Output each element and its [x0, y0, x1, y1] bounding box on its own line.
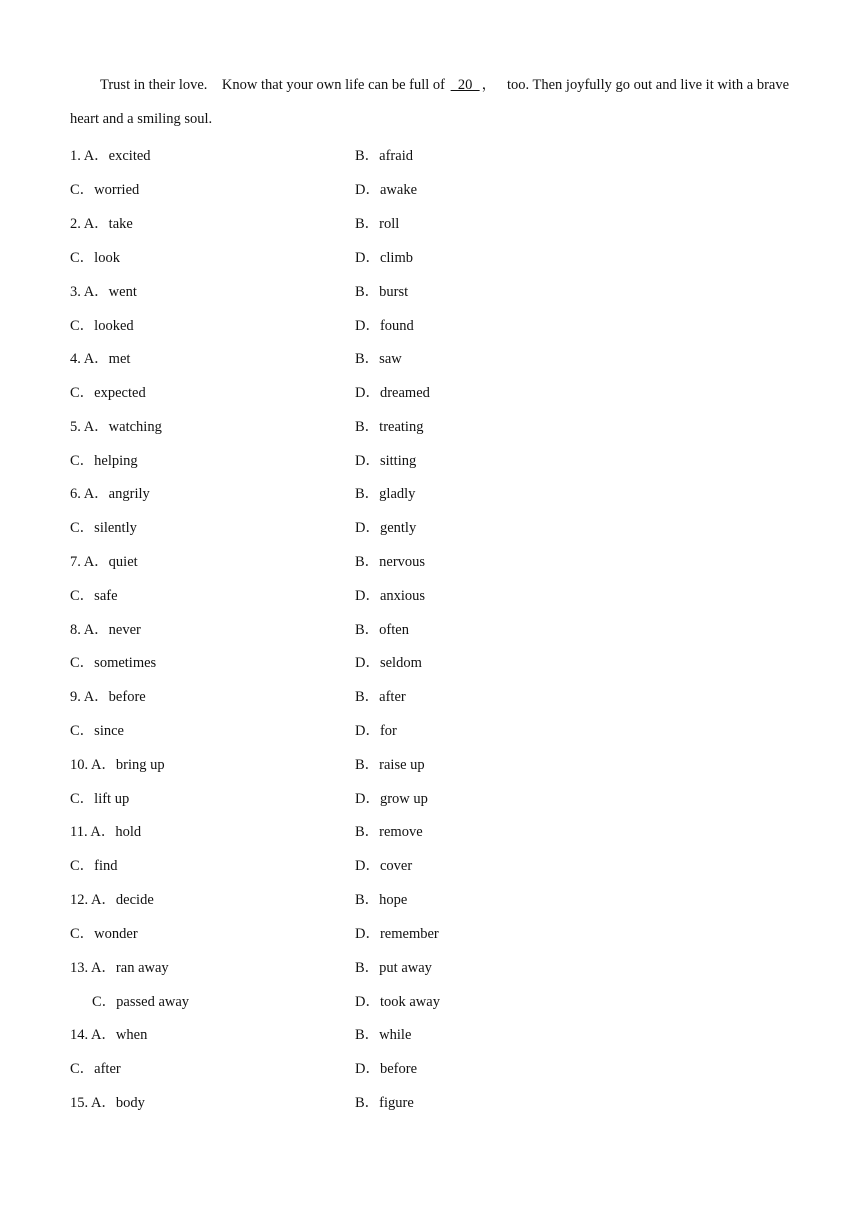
question-row [0, 854, 860, 878]
option-a: 10. A．bring up [70, 757, 165, 773]
option-c: C．looked [70, 318, 134, 334]
question-row [0, 550, 860, 574]
option-c: C．after [70, 1061, 121, 1077]
option-a: 14. A．when [70, 1027, 148, 1043]
option-b: B．gladly [355, 486, 416, 502]
option-c: C．silently [70, 520, 137, 536]
question-row [0, 449, 860, 473]
option-b: B．put away [355, 960, 432, 976]
option-b: B．raise up [355, 757, 425, 773]
option-b: B．hope [355, 892, 408, 908]
option-d: D．for [355, 723, 397, 739]
question-row [0, 787, 860, 811]
option-c: C．helping [70, 453, 138, 469]
option-a: 13. A．ran away [70, 960, 169, 976]
question-row [0, 381, 860, 405]
option-a: 5. A．watching [70, 419, 162, 435]
option-d: D．grow up [355, 791, 428, 807]
option-a: 11. A．hold [70, 824, 142, 840]
question-row [0, 178, 860, 202]
passage-text-before: Trust in their love. Know that your own life can be full of [100, 77, 449, 93]
question-row [0, 820, 860, 844]
option-a: 9. A．before [70, 689, 146, 705]
option-a: 15. A．body [70, 1095, 145, 1111]
option-b: B．afraid [355, 148, 413, 164]
question-row [0, 1057, 860, 1081]
question-row [0, 280, 860, 304]
question-row [0, 246, 860, 270]
question-row [0, 1091, 860, 1115]
option-c: C．since [70, 723, 124, 739]
passage-text-after: ， too. Then joyfully go out and live it with a brave heart and a smiling soul. [70, 77, 790, 127]
question-row [0, 753, 860, 777]
option-a: 3. A．went [70, 284, 137, 300]
option-d: D．seldom [355, 655, 422, 671]
option-b: B．nervous [355, 554, 426, 570]
option-a: 1. A．excited [70, 148, 151, 164]
option-a: 4. A．met [70, 351, 131, 367]
option-c: C．worried [70, 182, 140, 198]
option-d: D．dreamed [355, 385, 430, 401]
question-row [0, 990, 860, 1014]
option-d: D．gently [355, 520, 417, 536]
question-row [0, 212, 860, 236]
question-row [0, 1023, 860, 1047]
question-row [0, 922, 860, 946]
question-row [0, 314, 860, 338]
option-a: 7. A．quiet [70, 554, 138, 570]
question-row [0, 618, 860, 642]
option-a: 12. A．decide [70, 892, 154, 908]
question-row [0, 482, 860, 506]
question-row [0, 956, 860, 980]
question-row [0, 685, 860, 709]
option-b: B．figure [355, 1095, 414, 1111]
option-d: D．anxious [355, 588, 426, 604]
blank-20: 20 [450, 77, 480, 93]
option-d: D．before [355, 1061, 418, 1077]
option-a: 8. A．never [70, 622, 141, 638]
option-c: C．sometimes [70, 655, 157, 671]
option-d: D．climb [355, 250, 413, 266]
option-b: B．roll [355, 216, 400, 232]
question-row [0, 888, 860, 912]
question-row [0, 144, 860, 168]
question-row [0, 415, 860, 439]
question-row [0, 584, 860, 608]
option-c: C．expected [70, 385, 146, 401]
option-d: D．took away [355, 994, 440, 1010]
option-c: C．look [70, 250, 120, 266]
passage-paragraph [70, 68, 800, 136]
option-c: C．safe [70, 588, 118, 604]
option-b: B．burst [355, 284, 409, 300]
option-c: C．find [70, 858, 118, 874]
option-a: 6. A．angrily [70, 486, 150, 502]
option-b: B．saw [355, 351, 402, 367]
option-b: B．after [355, 689, 406, 705]
option-b: B．while [355, 1027, 412, 1043]
question-row [0, 516, 860, 540]
option-a: 2. A．take [70, 216, 133, 232]
question-row [0, 719, 860, 743]
question-row [0, 651, 860, 675]
option-d: D．remember [355, 926, 439, 942]
option-b: B．treating [355, 419, 424, 435]
option-d: D．awake [355, 182, 418, 198]
question-row [0, 347, 860, 371]
option-c: C．lift up [70, 791, 130, 807]
option-d: D．sitting [355, 453, 417, 469]
option-d: D．cover [355, 858, 413, 874]
option-b: B．remove [355, 824, 423, 840]
option-c: C．passed away [92, 994, 190, 1010]
option-b: B．often [355, 622, 409, 638]
option-d: D．found [355, 318, 414, 334]
option-c: C．wonder [70, 926, 138, 942]
